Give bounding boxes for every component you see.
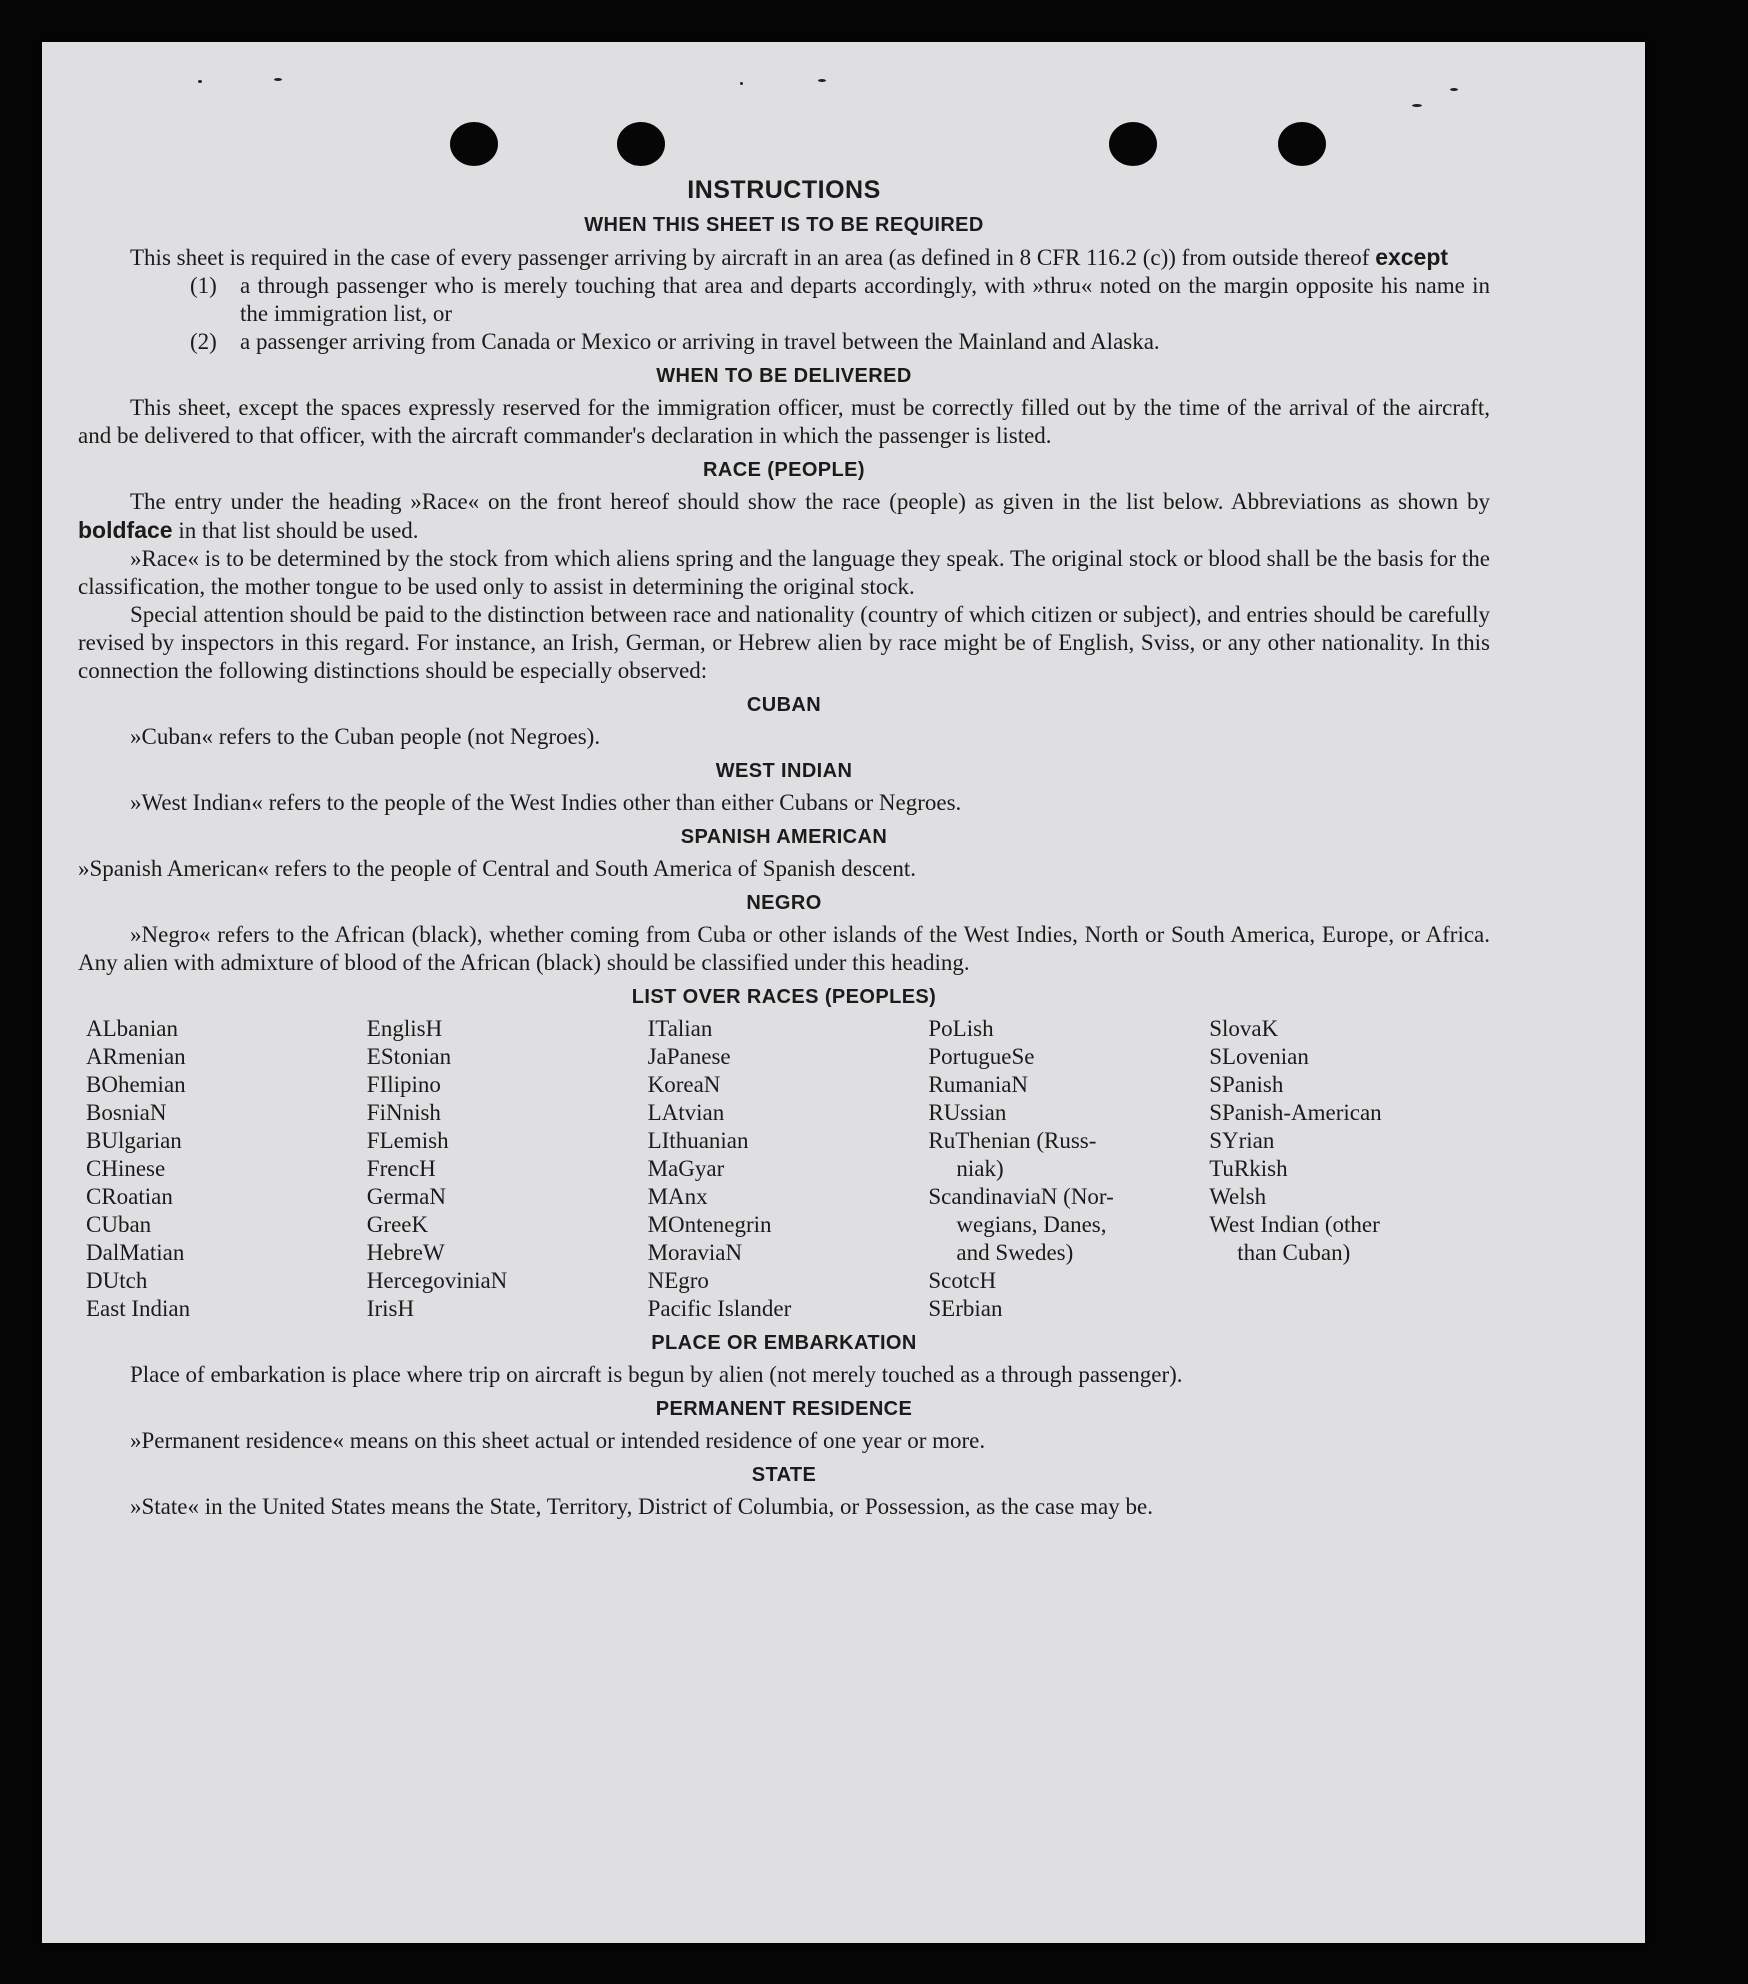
race-item: HebreW [366, 1240, 445, 1265]
race-item: GreeK [366, 1212, 429, 1237]
speck [1412, 104, 1422, 107]
race-item: SYrian [1209, 1128, 1275, 1153]
speck [740, 82, 743, 85]
section-heading-residence: PERMANENT RESIDENCE [655, 1398, 913, 1420]
race-item: PortugueSe [928, 1044, 1035, 1069]
race-item: ARmenian [86, 1044, 186, 1069]
race-column [648, 1015, 929, 1323]
race-item: East Indian [86, 1296, 191, 1321]
race-column [1209, 1015, 1490, 1323]
speck [818, 79, 826, 82]
race-item: LIthuanian [647, 1128, 749, 1153]
speck [1450, 88, 1458, 91]
section-heading-state: STATE [751, 1464, 817, 1486]
race-item: RumaniaN [928, 1072, 1029, 1097]
section-heading-embarkation: PLACE OR EMBARKATION [651, 1332, 917, 1354]
punch-hole [1278, 122, 1326, 166]
section-heading-spanish-american: SPANISH AMERICAN [680, 826, 888, 848]
section-heading-list: LIST OVER RACES (PEOPLES) [631, 986, 937, 1008]
race-item: FLemish [366, 1128, 449, 1153]
race-item-continuation: wegians, Danes, [956, 1212, 1107, 1237]
clause: (1) a through passenger who is merely touching that area and departs accordingly, with »thru« noted on the margin opposite his name in the immigration list, or [190, 273, 1490, 326]
race-item: DalMatian [86, 1240, 185, 1265]
race-item-continuation: than Cuban) [1237, 1240, 1351, 1265]
paragraph: The entry under the heading »Race« on the front hereof should show the race (people) as given in the list below. Abbreviations as shown by boldface in that list should be used. [78, 489, 1490, 543]
paragraph: This sheet is required in the case of every passenger arriving by aircraft in an area (as defined in 8 CFR 116.2 (c)) from outside thereof except [130, 244, 1449, 270]
race-item: MAnx [647, 1184, 708, 1209]
paragraph: »Spanish American« refers to the people of Central and South America of Spanish descent. [78, 856, 917, 881]
section-heading-delivered: WHEN TO BE DELIVERED [656, 365, 912, 387]
race-item: BUlgarian [86, 1128, 182, 1153]
race-item: JaPanese [647, 1044, 731, 1069]
paragraph: »Cuban« refers to the Cuban people (not Negroes). [130, 724, 601, 749]
race-item: FIlipino [366, 1072, 441, 1097]
race-item: Welsh [1209, 1184, 1267, 1209]
document-sheet [42, 42, 1645, 1943]
punch-hole [1109, 122, 1157, 166]
section-heading-negro: NEGRO [746, 892, 822, 914]
race-item: RuThenian (Russ- [928, 1128, 1097, 1153]
paragraph: »Permanent residence« means on this sheet actual or intended residence of one year or more. [130, 1428, 986, 1453]
race-item: MoraviaN [647, 1240, 743, 1265]
race-item: MOntenegrin [647, 1212, 772, 1237]
page-title: INSTRUCTIONS [687, 176, 881, 204]
race-item: Pacific Islander [647, 1296, 792, 1321]
punch-hole [617, 122, 665, 166]
section-heading-required: WHEN THIS SHEET IS TO BE REQUIRED [584, 214, 984, 236]
race-item: EStonian [366, 1044, 452, 1069]
race-item: ITalian [647, 1016, 713, 1041]
race-item: BOhemian [86, 1072, 186, 1097]
race-column [86, 1015, 367, 1323]
paragraph: This sheet, except the spaces expressly reserved for the immigration officer, must be correctly filled out by the time of the arrival of the aircraft, and be delivered to that officer, with the aircraft commander's declaration in which the passenger is listed. [78, 395, 1490, 448]
race-item: FiNnish [366, 1100, 441, 1125]
race-column [928, 1015, 1209, 1323]
race-item: CHinese [86, 1156, 166, 1181]
speck [198, 80, 202, 83]
paragraph: »State« in the United States means the State, Territory, District of Columbia, or Possession, as the case may be. [130, 1494, 1153, 1519]
race-item: HercegoviniaN [366, 1268, 508, 1293]
race-item: GermaN [366, 1184, 446, 1209]
paragraph: »West Indian« refers to the people of the West Indies other than either Cubans or Negroes. [130, 790, 962, 815]
race-item: ScandinaviaN (Nor- [928, 1184, 1114, 1209]
race-item: KoreaN [647, 1072, 721, 1097]
clause: (2) a passenger arriving from Canada or Mexico or arriving in travel between the Mainland and Alaska. [190, 329, 1160, 354]
race-list [86, 1015, 1490, 1323]
paragraph: Special attention should be paid to the distinction between race and nationality (country of which citizen or subject), and entries should be carefully revised by inspectors in this regard. For instance, an Irish, German, or Hebrew alien by race might be of English, Sviss, or any other nationality. In this connection the following distinctions should be especially observed: [78, 602, 1490, 683]
race-item-continuation: niak) [956, 1156, 1004, 1181]
race-column [367, 1015, 648, 1323]
race-item: NEgro [647, 1268, 709, 1293]
race-item: MaGyar [647, 1156, 725, 1181]
paragraph: »Negro« refers to the African (black), whether coming from Cuba or other islands of the West Indies, North or South America, Europe, or Africa. Any alien with admixture of blood of the African (black) should be classified under this heading. [78, 922, 1490, 975]
race-item: SPanish [1209, 1072, 1284, 1097]
race-item: CUban [86, 1212, 152, 1237]
race-item: RUssian [928, 1100, 1007, 1125]
race-item: LAtvian [647, 1100, 725, 1125]
race-item: SLovenian [1209, 1044, 1309, 1069]
race-item: ALbanian [86, 1016, 178, 1041]
race-item: SErbian [928, 1296, 1003, 1321]
instructions-content [78, 168, 1490, 1521]
race-item: IrisH [366, 1296, 415, 1321]
paragraph: »Race« is to be determined by the stock from which aliens spring and the language they speak. The original stock or blood shall be the basis for the classification, the mother tongue to be used only to assist in determining the original stock. [78, 546, 1490, 599]
section-heading-west-indian: WEST INDIAN [715, 760, 853, 782]
race-item: West Indian (other [1209, 1212, 1380, 1237]
race-item: BosniaN [86, 1100, 167, 1125]
paragraph: Place of embarkation is place where trip on aircraft is begun by alien (not merely touched as a through passenger). [130, 1362, 1183, 1387]
race-item: CRoatian [86, 1184, 173, 1209]
race-item: FrencH [366, 1156, 436, 1181]
race-item: DUtch [86, 1268, 148, 1293]
race-item: TuRkish [1209, 1156, 1288, 1181]
race-item: SlovaK [1209, 1016, 1279, 1041]
race-item: SPanish-American [1209, 1100, 1382, 1125]
race-item: PoLish [928, 1016, 994, 1041]
race-item: ScotcH [928, 1268, 997, 1293]
speck [274, 78, 282, 81]
section-heading-race: RACE (PEOPLE) [703, 459, 865, 481]
race-item: EnglisH [366, 1016, 443, 1041]
section-heading-cuban: CUBAN [746, 694, 822, 716]
race-item-continuation: and Swedes) [956, 1240, 1074, 1265]
punch-hole [450, 122, 498, 166]
